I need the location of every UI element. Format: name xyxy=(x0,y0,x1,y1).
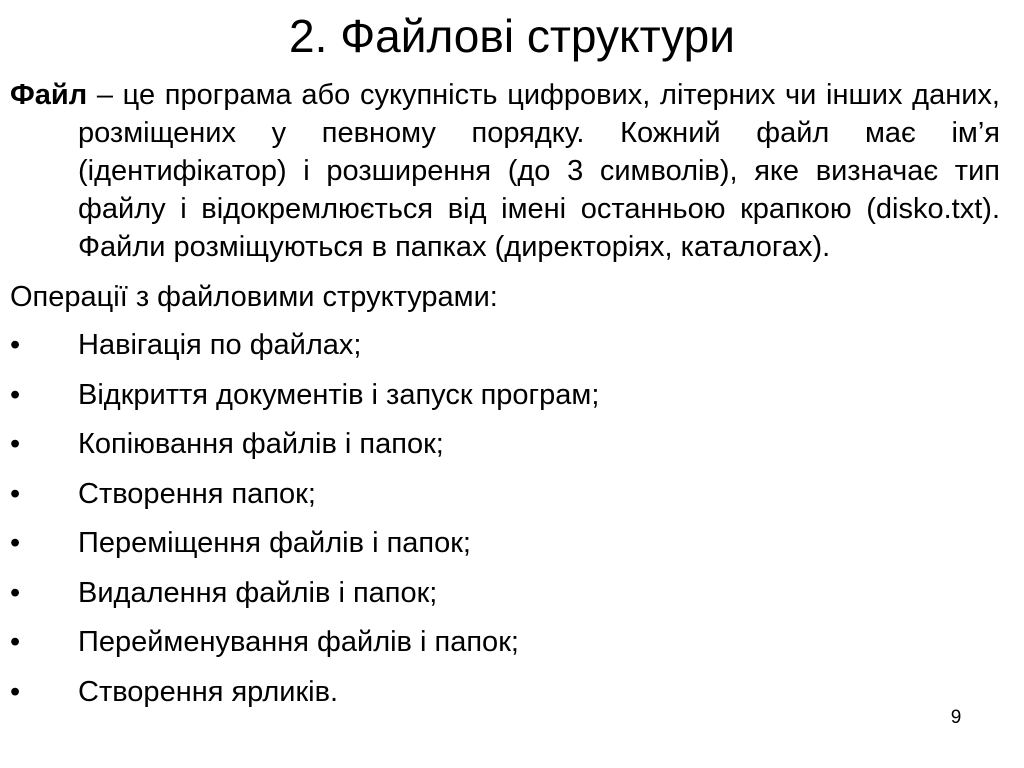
list-item xyxy=(10,673,1000,711)
list-item xyxy=(10,425,1000,463)
bullet-icon: • xyxy=(10,428,21,460)
slide-content xyxy=(10,76,1000,722)
list-item-text: Відкриття документів і запуск програм; xyxy=(78,378,600,411)
list-item xyxy=(10,574,1000,612)
list-item xyxy=(10,623,1000,661)
list-item xyxy=(10,326,1000,364)
bullet-icon: • xyxy=(10,576,21,609)
list-item xyxy=(10,524,1000,562)
list-item xyxy=(10,376,1000,414)
list-item xyxy=(10,475,1000,513)
list-item-text: Створення папок; xyxy=(78,477,316,510)
page-number: 9 xyxy=(950,707,962,728)
list-item-text: Створення ярликів. xyxy=(78,675,339,708)
operations-list xyxy=(10,326,1000,711)
list-item-text: Перейменування файлів і папок; xyxy=(78,626,519,658)
bullet-icon: • xyxy=(10,527,21,559)
list-item-text: Копіювання файлів і папок; xyxy=(78,428,444,460)
slide-title: 2. Файлові структури xyxy=(289,10,735,62)
list-item-text: Навігація по файлах; xyxy=(78,329,362,361)
operations-heading: Операції з файловими структурами: xyxy=(10,281,498,313)
bullet-icon: • xyxy=(10,477,21,510)
list-item-text: Видалення файлів і папок; xyxy=(78,576,438,609)
definition-term: Файл xyxy=(10,79,88,111)
bullet-icon: • xyxy=(10,378,21,411)
bullet-icon: • xyxy=(10,675,21,708)
definition-text: – це програма або сукупність цифрових, літерних чи інших даних, розміщених у певному порядку. Кожний файл має ім’я (ідентифікатор) і розширення (до 3 символів), яке визначає тип файлу і відокремлюється від імені останньою крапкою (disko.txt). Файли розміщуються в папках (директоріях, каталогах). xyxy=(78,79,1000,263)
list-item-text: Переміщення файлів і папок; xyxy=(78,527,471,559)
bullet-icon: • xyxy=(10,329,21,361)
file-definition xyxy=(10,76,1000,266)
bullet-icon: • xyxy=(10,626,21,658)
